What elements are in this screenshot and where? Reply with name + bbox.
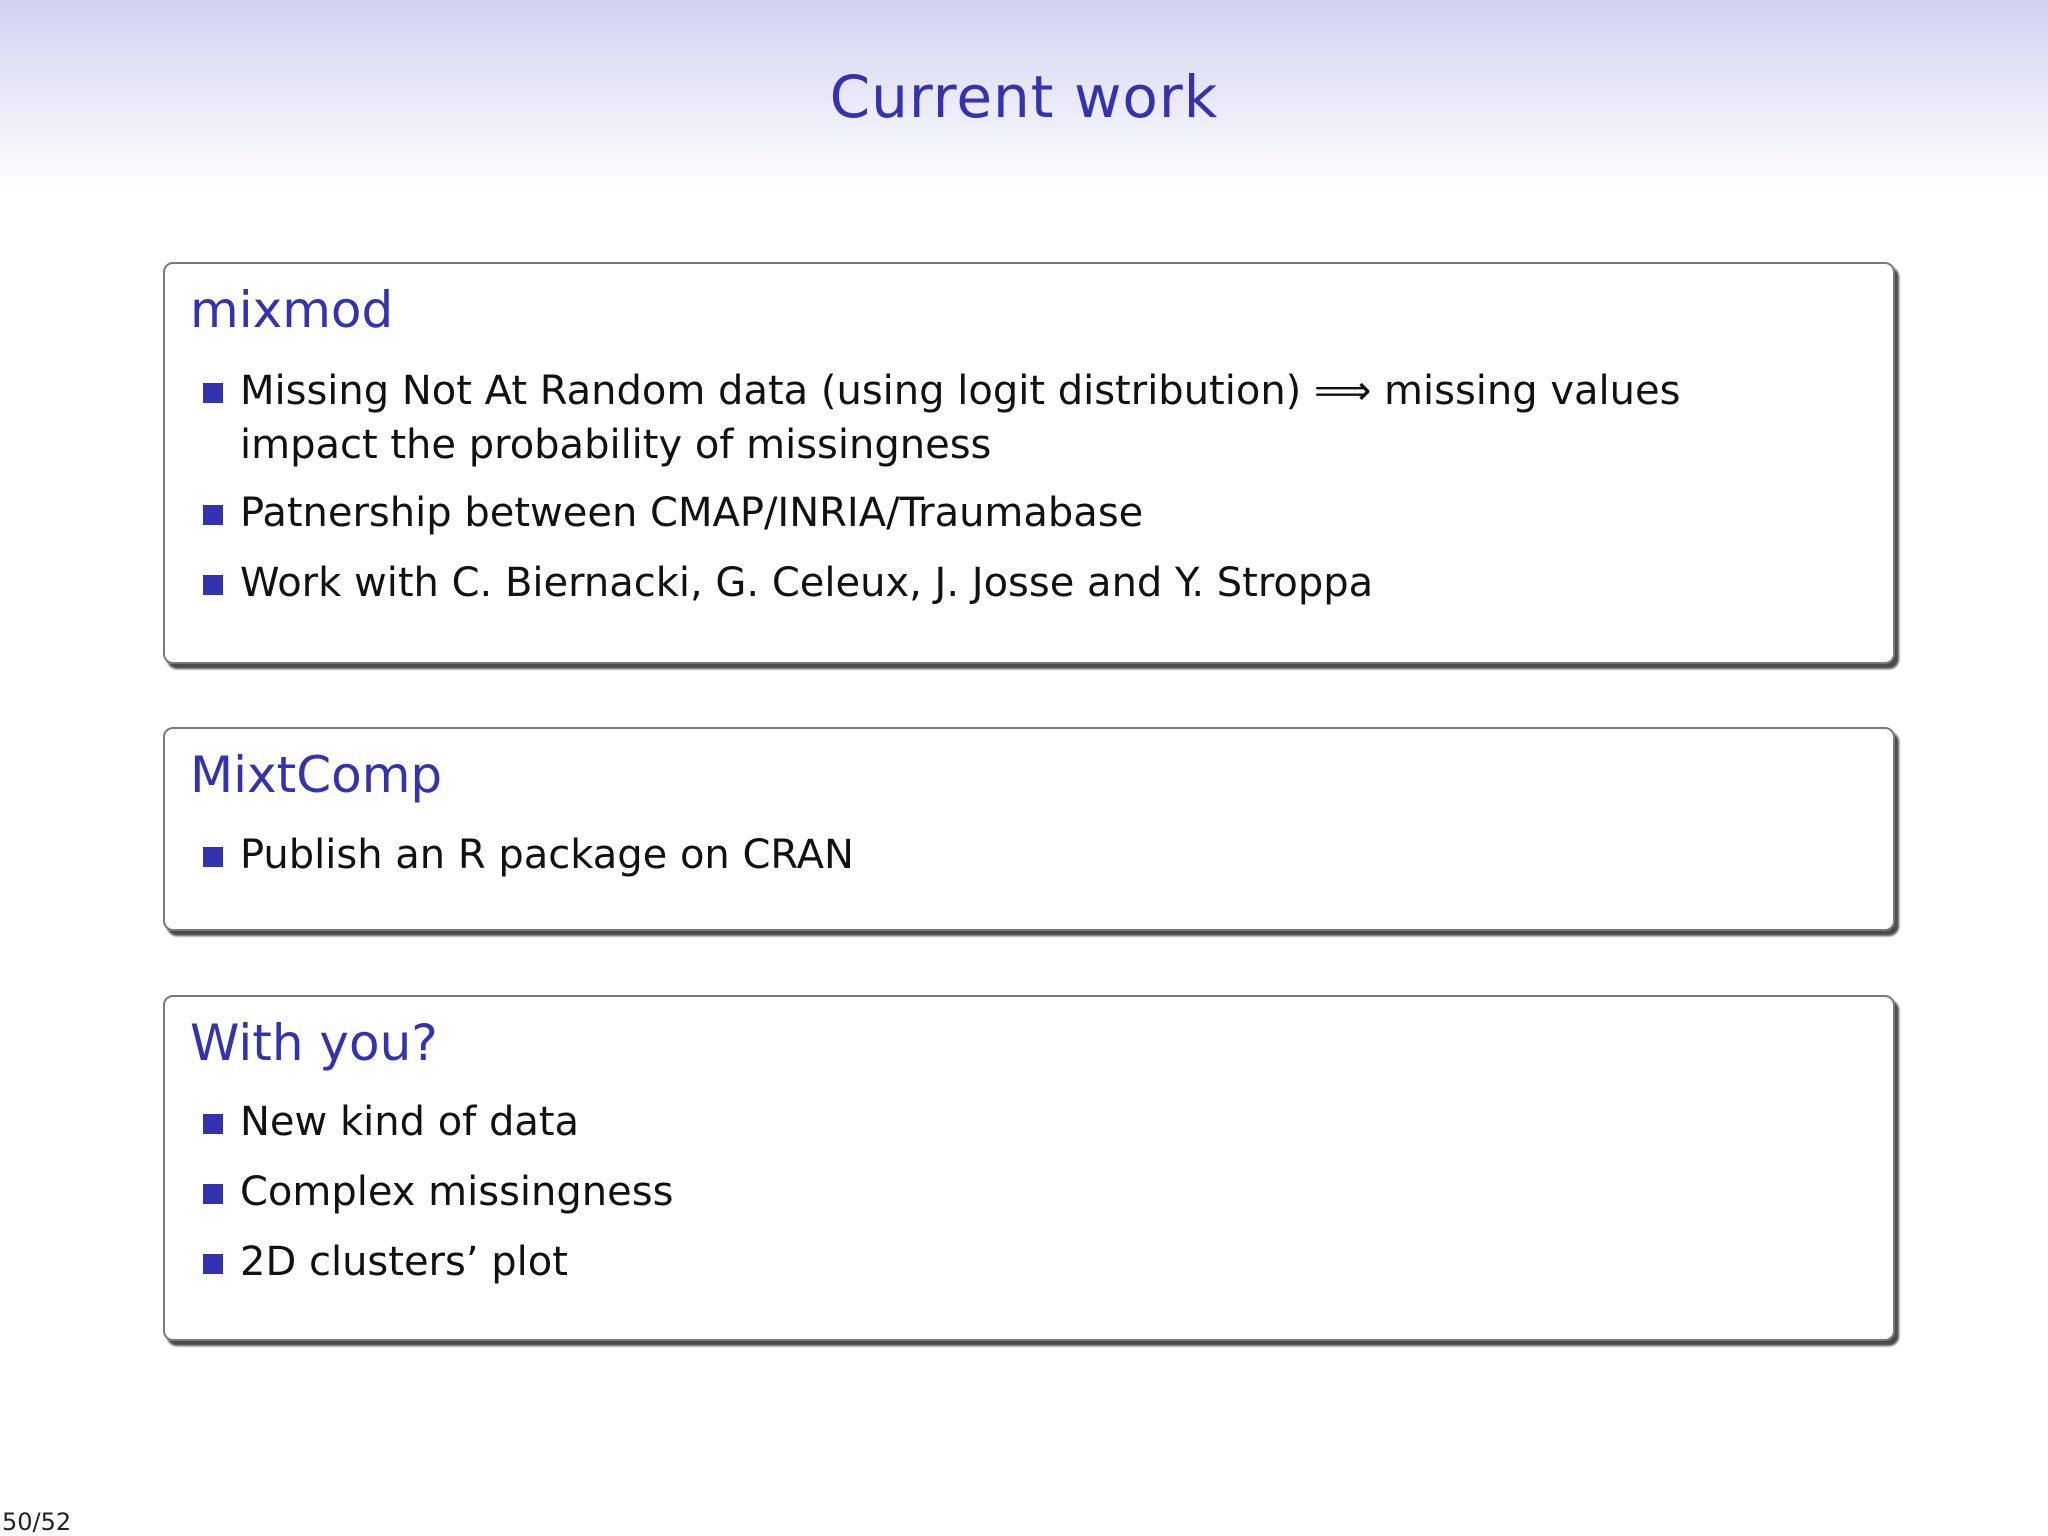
list-item-text: Patnership between CMAP/INRIA/Traumabase [240,490,1144,536]
list-item-text: Complex missingness [240,1169,674,1215]
block-title: mixmod [190,281,394,339]
bullet-icon [203,1254,223,1274]
bullet-icon [203,383,223,403]
list-item-text: Missing Not At Random data (using logit distribution) ⟹ missing values impact the probability of missingness [240,368,1681,468]
list-item [240,828,1800,882]
list-item [240,364,1800,472]
list-item [240,1235,1800,1289]
bullet-icon [203,505,223,525]
block-with-you [163,995,1895,1341]
bullet-icon [203,575,223,595]
list-item [240,1165,1800,1219]
slide-title: Current work [829,63,1219,131]
bullet-icon [203,1114,223,1134]
bullet-icon [203,847,223,867]
list-item-text: Publish an R package on CRAN [240,832,854,878]
list-item [240,556,1800,610]
list-item-text: New kind of data [240,1099,580,1145]
page-number: 50/52 [2,1508,72,1536]
bullet-icon [203,1184,223,1204]
list-item [240,486,1800,540]
list-item-text: 2D clusters’ plot [240,1239,568,1285]
block-title: With you? [190,1014,438,1072]
list-item [240,1095,1800,1149]
block-title: MixtComp [190,746,443,804]
block-mixtcomp [163,727,1895,931]
block-mixmod [163,262,1895,664]
list-item-text: Work with C. Biernacki, G. Celeux, J. Josse and Y. Stroppa [240,560,1374,606]
